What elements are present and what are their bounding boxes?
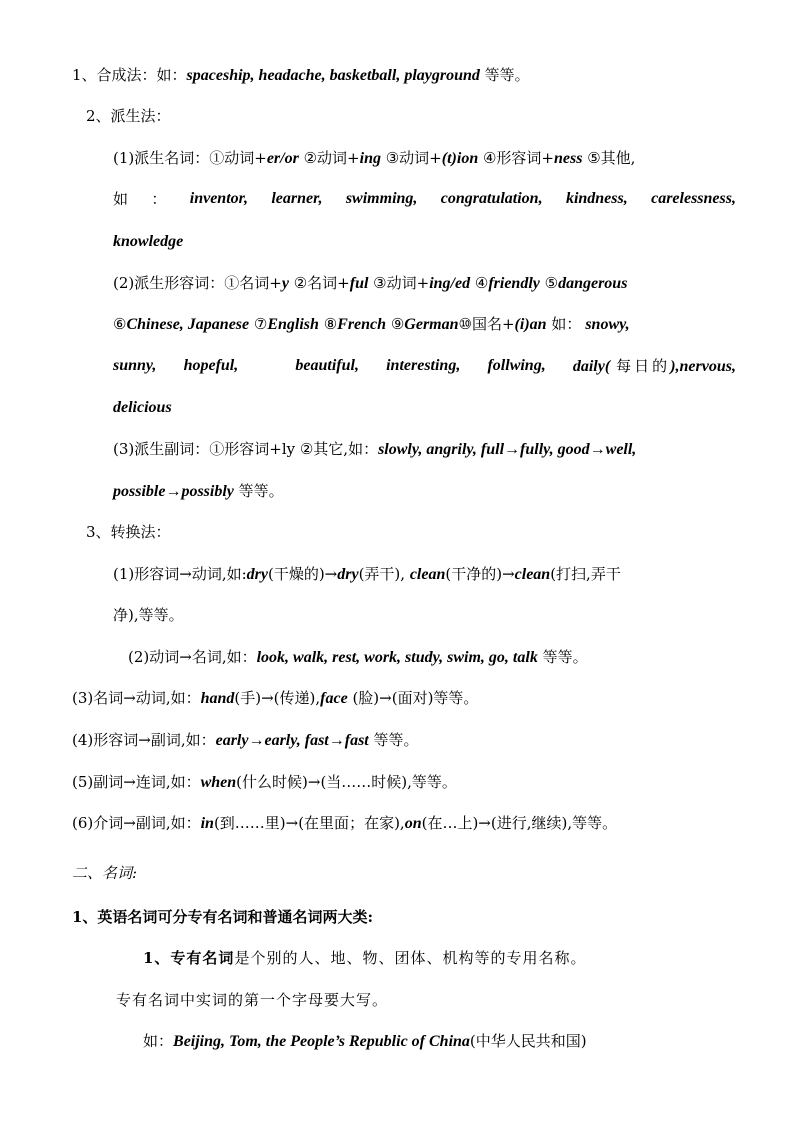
proper-noun-definition [143, 947, 586, 969]
heading: 1、英语名词可分专有名词和普通名词两大类: [72, 908, 373, 926]
item-conversion-heading [86, 521, 171, 543]
derived-adj-line [113, 272, 627, 295]
example-word: beautiful, [295, 357, 359, 374]
example-words: slowly, angrily, full→fully, good→well, [378, 441, 637, 458]
text: ⑧ [318, 315, 338, 333]
noun-categories-heading [72, 906, 373, 928]
heading: 2、派生法： [86, 107, 171, 125]
conversion-adj-verb [113, 563, 621, 586]
suffix: (i)an [514, 316, 547, 333]
derived-noun-line [113, 147, 635, 170]
term: 1、专有名词 [143, 949, 235, 967]
conversion-prep-adv [72, 812, 617, 835]
example-word: hand [200, 690, 235, 707]
example-word: Japanese [187, 316, 250, 333]
example-word: clean [514, 566, 551, 583]
example-word: interesting, [386, 357, 461, 374]
derived-noun-examples-cont [113, 230, 183, 253]
suffix: er/or [266, 150, 299, 167]
example-word: carelessness, [651, 190, 736, 207]
text: 等等。 [479, 66, 530, 84]
text: 专有名词中实词的第一个字母要大写。 [116, 991, 389, 1009]
example-word: on [404, 815, 422, 832]
text: (1)派生名词：①动词+ [113, 149, 267, 167]
suffix: y [281, 275, 289, 292]
text: ②名词+ [288, 274, 350, 292]
example-word: English [267, 316, 319, 333]
text: (5)副词→连词,如： [72, 773, 201, 791]
text: 1、合成法：如： [72, 66, 187, 84]
text: (脸)→(面对)等等。 [347, 689, 479, 707]
text: (4)形容词→副词,如： [72, 731, 216, 749]
text: ③动词+ [380, 149, 442, 167]
text: ⑤ [539, 274, 559, 292]
section-heading-nouns [72, 862, 137, 884]
text: (在…上)→(进行,继续),等等。 [421, 814, 618, 832]
example-words: spaceship, headache, basketball, playground [186, 67, 480, 84]
text: (到……里)→(在里面；在家), [213, 814, 405, 832]
text: ②动词+ [298, 149, 360, 167]
text: 等等。 [368, 731, 419, 749]
example-word: Chinese [126, 316, 180, 333]
text: 等等。 [537, 648, 588, 666]
text: (2)动词→名词,如： [128, 648, 257, 666]
text: 如： [546, 315, 582, 333]
item-compound [72, 64, 530, 87]
text: (干净的)→ [445, 565, 515, 583]
text: 是个别的人、地、物、团体、机构等的专用名称。 [234, 949, 587, 967]
heading: 二、名词: [72, 864, 138, 882]
text: (3)名词→动词,如： [72, 689, 201, 707]
derived-adj-examples-cont [113, 396, 172, 419]
conversion-adv-conj [72, 771, 457, 794]
example-word: follwing, [487, 357, 546, 374]
example-word: dry [246, 566, 268, 583]
example-word: dangerous [558, 275, 628, 292]
text: ⑤其他, [582, 149, 636, 167]
conversion-noun-verb [72, 687, 478, 710]
example-word: French [337, 316, 387, 333]
suffix: ful [349, 275, 369, 292]
example-words: early→early, fast→fast [215, 732, 369, 749]
example-word: clean [409, 566, 446, 583]
suffix: ing [359, 150, 381, 167]
text: ④形容词+ [478, 149, 555, 167]
example-word: swimming, [345, 190, 418, 207]
text: , [179, 316, 188, 333]
text: ⑦ [249, 315, 268, 333]
text: 如： [143, 1032, 174, 1050]
example-word: knowledge [113, 233, 184, 250]
proper-noun-capitalization [116, 989, 388, 1011]
suffix: (t)ion [441, 150, 479, 167]
heading: 3、转换法： [86, 523, 171, 541]
text: ⑨ [386, 315, 405, 333]
example-word: friendly [488, 275, 540, 292]
example-word: learner, [271, 190, 323, 207]
example-word: face [320, 690, 348, 707]
derived-adj-line-2 [113, 313, 630, 336]
example-word: daily( [572, 358, 611, 375]
text: 净),等等。 [113, 606, 184, 624]
text: (1)形容词→动词,如: [113, 565, 247, 583]
text: ④ [470, 274, 489, 292]
derived-adv-line-2 [113, 480, 284, 503]
example-word: German [404, 316, 459, 333]
text: 每日的 [616, 357, 671, 375]
derived-adj-examples [113, 355, 736, 378]
text: (2)派生形容词：①名词+ [113, 274, 282, 292]
example-words: look, walk, rest, work, study, swim, go, talk [256, 649, 538, 666]
suffix: ness [554, 150, 583, 167]
proper-noun-examples [143, 1030, 587, 1053]
example-word: inventor, [189, 190, 248, 207]
text: 等等。 [233, 482, 284, 500]
suffix: ing/ed [429, 275, 471, 292]
example-word: dry [337, 566, 359, 583]
text: 如 [113, 190, 129, 208]
text: ③动词+ [368, 274, 430, 292]
text: ⑩国名+ [458, 315, 515, 333]
example-word: snowy, [585, 316, 630, 333]
daily-group [573, 355, 736, 378]
item-derivation-heading [86, 105, 171, 127]
example-word: when [200, 774, 237, 791]
example-word: kindness, [565, 190, 628, 207]
text: ： [151, 190, 167, 208]
conversion-adj-verb-cont [113, 604, 184, 626]
example-word: congratulation, [440, 190, 543, 207]
text: (手)→(传递), [234, 689, 321, 707]
text: (什么时候)→(当……时候),等等。 [236, 773, 457, 791]
example-word: hopeful, [183, 357, 239, 374]
example-word: delicious [113, 399, 172, 416]
text: (打扫,弄干 [550, 565, 621, 583]
example-word: ),nervous, [670, 358, 736, 375]
derived-adv-line [113, 438, 636, 461]
text: (弄干), [358, 565, 410, 583]
example-word: sunny, [113, 357, 157, 374]
text: (6)介词→副词,如： [72, 814, 201, 832]
example-words: Beijing, Tom, the People’s Republic of China [173, 1033, 470, 1050]
example-word: in [200, 815, 214, 832]
conversion-adj-adv [72, 729, 419, 752]
example-words: possible→possibly [113, 483, 234, 500]
text: ⑥ [113, 315, 127, 333]
derived-noun-examples [113, 188, 736, 210]
conversion-verb-noun [128, 646, 588, 669]
text: (中华人民共和国) [469, 1032, 587, 1050]
text: (3)派生副词：①形容词+ly ②其它,如： [113, 440, 379, 458]
text: (干燥的)→ [267, 565, 338, 583]
